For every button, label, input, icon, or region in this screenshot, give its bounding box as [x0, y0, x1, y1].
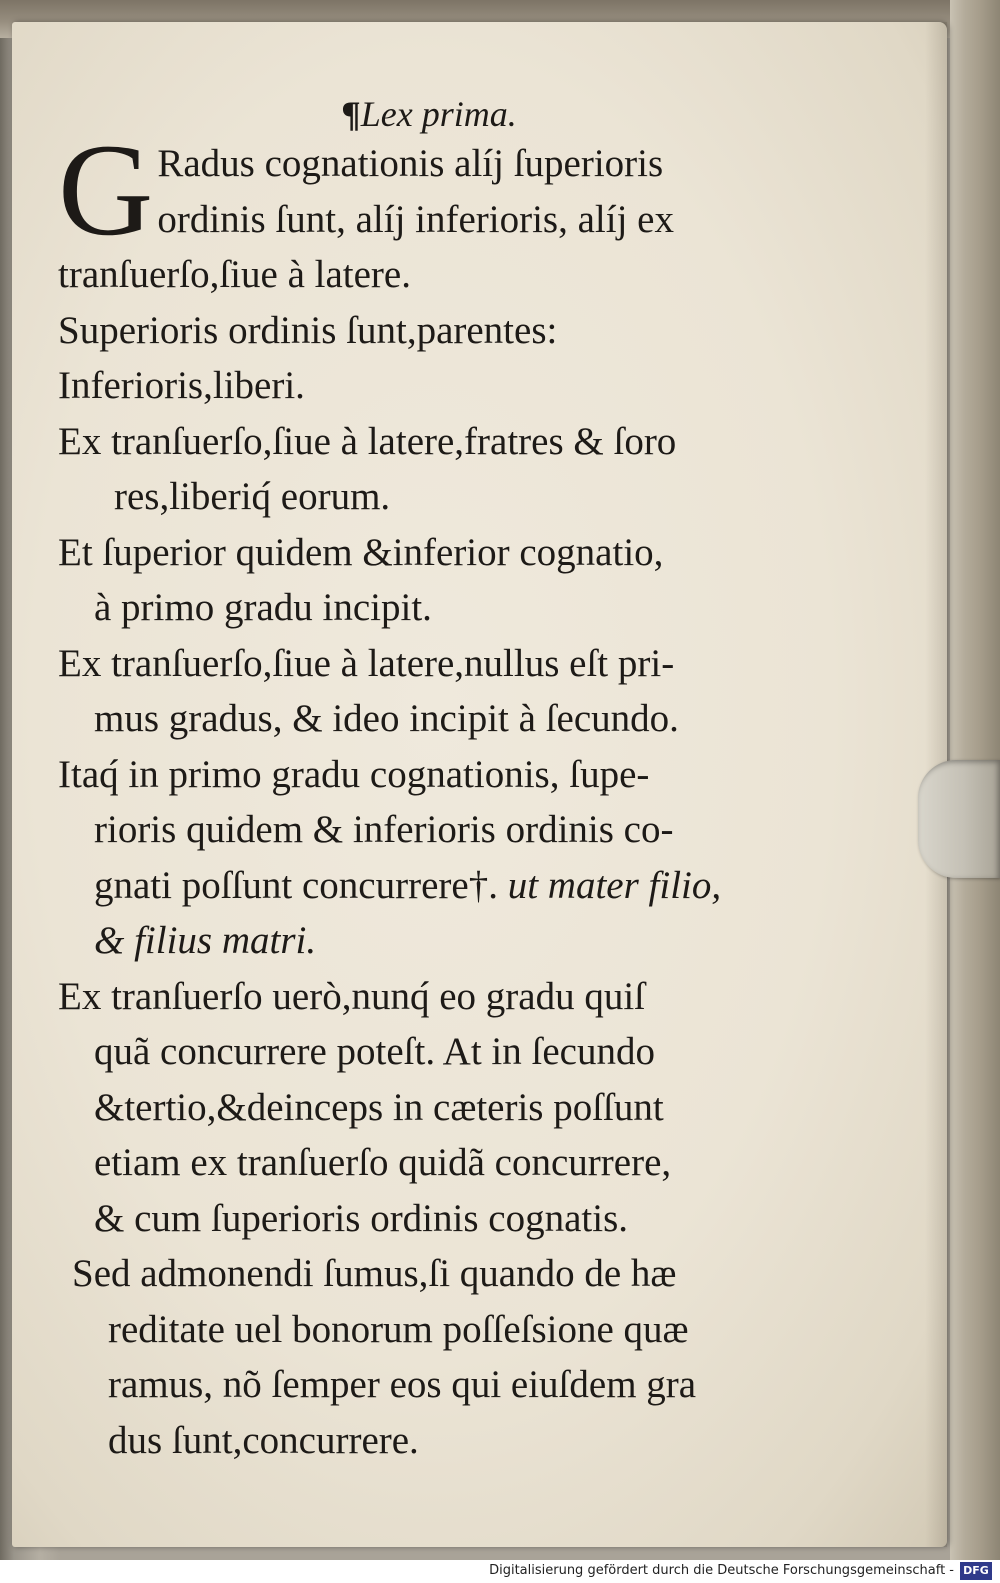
paragraph-2: Superioris ordinis ſunt,parentes: — [58, 308, 558, 352]
text-line: Radus cognationis alíj ſuperioris — [157, 142, 664, 185]
text-line: rioris quidem & inferioris ordinis co- — [94, 808, 674, 851]
text-line: Et ſuperior quidem &inferior cognatio, — [58, 530, 664, 574]
paragraph-4 — [58, 414, 828, 525]
text-line: tranſuerſo,ſiue à latere. — [58, 253, 411, 296]
drop-cap: G — [58, 116, 154, 263]
text-line: Ex tranſuerſo uerò,nunq́ eo gradu quiſ — [58, 974, 645, 1018]
text-line: dus ſunt,concurrere. — [108, 1418, 419, 1462]
text-line: res,liberiq́ eorum. — [114, 475, 391, 518]
text-line — [58, 858, 828, 914]
footer-bar — [0, 1560, 1000, 1583]
digitization-credit: Digitalisierung gefördert durch die Deutsche Forschungsgemeinschaft - — [489, 1563, 954, 1578]
dfg-logo: DFG — [960, 1562, 992, 1580]
text-line: Itaq́ in primo gradu cognationis, ſupe- — [58, 752, 650, 796]
page-text — [58, 92, 828, 1468]
text-line: à primo gradu incipit. — [94, 586, 432, 629]
paragraph-3: Inferioris,liberi. — [58, 364, 305, 407]
book-clasp — [918, 760, 1000, 878]
text-line: & cum ſuperioris ordinis cognatis. — [94, 1196, 629, 1240]
text-line: &tertio,&deinceps in cæteris poſſunt — [94, 1085, 664, 1129]
text-line: Sed admonendi ſumus,ſi quando de hæ — [72, 1252, 677, 1295]
text-line: & filius matri. — [94, 919, 317, 962]
paragraph-6 — [58, 636, 828, 747]
text-span: gnati poſſunt concurrere†. — [94, 863, 498, 907]
text-line: Ex tranſuerſo,ſiue à latere,fratres & ſoro — [58, 419, 677, 463]
paragraph-1 — [58, 116, 828, 303]
paragraph-8 — [58, 969, 828, 1247]
text-line: quã concurrere poteſt. At in ſecundo — [94, 1030, 655, 1073]
heading-title: Lex prima. — [360, 94, 517, 134]
paragraph-7 — [58, 747, 828, 969]
italic-span: ut mater filio, — [497, 863, 722, 907]
paragraph-9 — [58, 1246, 828, 1468]
text-line: Ex tranſuerſo,ſiue à latere,nullus eſt pri- — [58, 641, 675, 685]
text-line: reditate uel bonorum poſſeſsione quæ — [108, 1307, 689, 1351]
paragraph-5 — [58, 525, 828, 636]
text-line: etiam ex tranſuerſo quidã concurrere, — [94, 1141, 672, 1184]
text-line: ramus, nõ ſemper eos qui eiuſdem gra — [108, 1363, 697, 1406]
text-line: mus gradus, & ideo incipit à ſecundo. — [94, 697, 679, 740]
pilcrow-mark: ¶ — [341, 94, 361, 134]
text-line: ordinis ſunt, alíj inferioris, alíj ex — [157, 197, 674, 241]
